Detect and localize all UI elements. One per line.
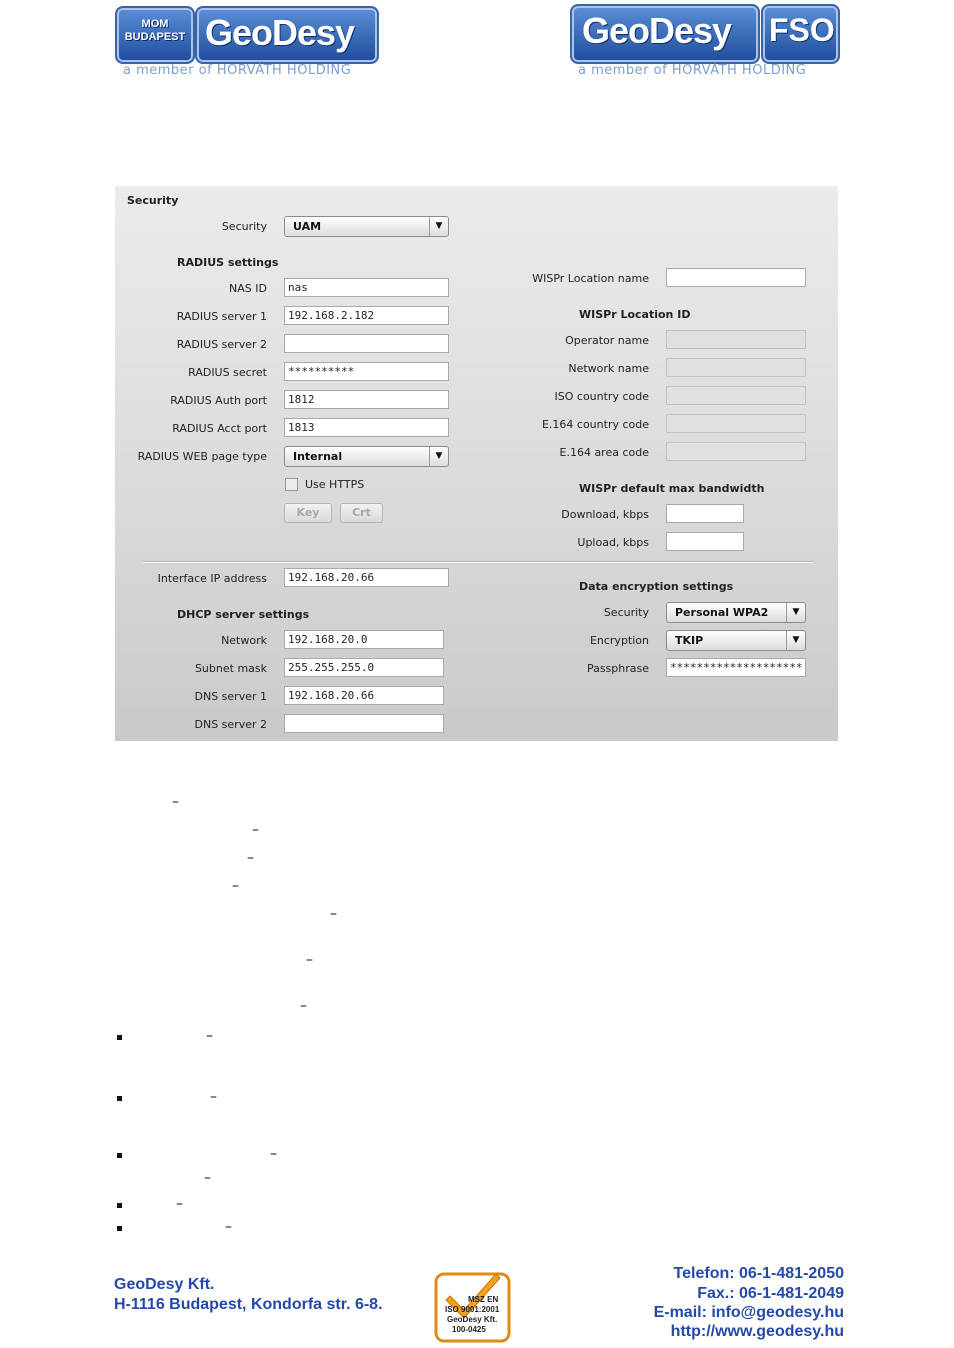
e164-area-code-label: E.164 area code [559,446,649,459]
geodesy-logo-left [115,6,379,84]
dash-mark: – [225,1219,232,1235]
dash-mark: – [172,794,179,810]
interface-ip-label: Interface IP address [157,572,267,585]
bullet-marker [117,1226,122,1231]
dash-mark: – [252,822,259,838]
panel-divider [143,561,814,563]
radius-server2-input[interactable] [284,334,449,353]
subnet-mask-input[interactable]: 255.255.255.0 [284,658,444,677]
encryption-select[interactable] [666,630,806,651]
dns-server1-label: DNS server 1 [194,690,267,703]
iso-seal-line: GeoDesy Kft. [447,1315,498,1324]
iso-country-code-input[interactable] [666,386,806,405]
footer-address: H-1116 Budapest, Kondorfa str. 6-8. [114,1296,383,1313]
footer-company: GeoDesy Kft. [114,1276,215,1293]
encryption-security-value: Personal WPA2 [675,606,769,619]
encryption-label: Encryption [589,634,649,647]
dash-mark: – [330,906,337,922]
nas-id-input[interactable]: nas [284,278,449,297]
dash-mark: – [247,850,254,866]
dhcp-settings-header: DHCP server settings [177,608,310,621]
dns-server2-input[interactable] [284,714,444,733]
radius-web-type-value: Internal [293,450,343,463]
radius-auth-port-label: RADIUS Auth port [170,394,267,407]
security-select[interactable] [284,216,449,237]
wispr-bandwidth-header: WISPr default max bandwidth [579,482,765,495]
subnet-mask-label: Subnet mask [194,662,267,675]
dns-server1-input[interactable]: 192.168.20.66 [284,686,444,705]
network-name-label: Network name [568,362,649,375]
nas-id-label: NAS ID [229,282,267,295]
bullet-marker [117,1203,122,1208]
passphrase-input[interactable]: ******************** [666,658,806,677]
radius-acct-port-input[interactable]: 1813 [284,418,449,437]
dns-server2-label: DNS server 2 [194,718,267,731]
security-label: Security [221,220,267,233]
footer-email-label: E-mail: [653,1304,712,1321]
footer-website[interactable]: http://www.geodesy.hu [670,1323,844,1340]
wispr-location-name-input[interactable] [666,268,806,287]
chevron-down-icon: ▼ [429,447,448,466]
iso-seal-line: ISO 9001:2001 [445,1305,500,1314]
dhcp-network-label: Network [221,634,267,647]
key-button[interactable]: Key [284,503,332,523]
panel-title: Security [127,194,179,207]
radius-web-type-select[interactable] [284,446,449,467]
radius-server2-label: RADIUS server 2 [176,338,267,351]
wispr-location-name-label: WISPr Location name [532,272,649,285]
radius-web-type-label: RADIUS WEB page type [137,450,267,463]
data-encryption-header: Data encryption settings [579,580,734,593]
radius-auth-port-input[interactable]: 1812 [284,390,449,409]
interface-ip-input[interactable]: 192.168.20.66 [284,568,449,587]
dash-mark: – [210,1089,217,1105]
upload-kbps-label: Upload, kbps [577,536,649,549]
upload-kbps-input[interactable] [666,532,744,551]
logo-tagline: a member of HORVÁTH HOLDING [123,63,352,78]
radius-secret-input[interactable]: ********** [284,362,449,381]
e164-country-code-input[interactable] [666,414,806,433]
radius-server1-input[interactable]: 192.168.2.182 [284,306,449,325]
encryption-security-label: Security [603,606,649,619]
dash-mark: – [232,878,239,894]
dash-mark: – [270,1146,277,1162]
footer-email-link[interactable]: info@geodesy.hu [711,1304,844,1321]
operator-name-label: Operator name [565,334,649,347]
dash-mark: – [300,998,307,1014]
passphrase-label: Passphrase [586,662,649,675]
iso-seal-line: 100-0425 [452,1325,486,1334]
geodesy-wordmark: GeoDesy [205,12,355,53]
network-name-input[interactable] [666,358,806,377]
security-select-value: UAM [293,220,322,233]
encryption-security-select[interactable] [666,602,806,623]
geodesy-wordmark: GeoDesy [582,10,732,51]
radius-server1-label: RADIUS server 1 [176,310,267,323]
chevron-down-icon: ▼ [786,603,805,622]
fso-badge: FSO [769,12,835,48]
bullet-marker [117,1096,122,1101]
use-https-label: Use HTTPS [305,478,365,491]
footer-phone: Telefon: 06-1-481-2050 [673,1265,844,1282]
iso-country-code-label: ISO country code [554,390,649,403]
logo-tagline: a member of HORVÁTH HOLDING [578,63,807,78]
operator-name-input[interactable] [666,330,806,349]
radius-secret-label: RADIUS secret [188,366,267,379]
footer-fax: Fax.: 06-1-481-2049 [697,1285,844,1302]
iso-seal-line: MSZ EN [468,1295,499,1304]
chevron-down-icon: ▼ [786,631,805,650]
e164-area-code-input[interactable] [666,442,806,461]
encryption-value: TKIP [675,634,704,647]
dash-mark: – [176,1196,183,1212]
dash-mark: – [204,1170,211,1186]
radius-settings-header: RADIUS settings [177,256,279,269]
crt-button[interactable]: Crt [340,503,383,523]
radius-acct-port-label: RADIUS Acct port [172,422,267,435]
e164-country-code-label: E.164 country code [541,418,649,431]
download-kbps-label: Download, kbps [561,508,649,521]
geodesy-fso-logo-right [570,4,840,84]
download-kbps-input[interactable] [666,504,744,523]
wispr-location-id-header: WISPr Location ID [579,308,691,321]
bullet-marker [117,1153,122,1158]
mom-badge-text: MOM BUDAPEST [124,18,186,43]
chevron-down-icon: ▼ [429,217,448,236]
dhcp-network-input[interactable]: 192.168.20.0 [284,630,444,649]
dash-mark: – [206,1028,213,1044]
dash-mark: – [306,952,313,968]
use-https-checkbox[interactable] [285,478,298,491]
bullet-marker [117,1035,122,1040]
footer-email-row [654,1304,844,1322]
